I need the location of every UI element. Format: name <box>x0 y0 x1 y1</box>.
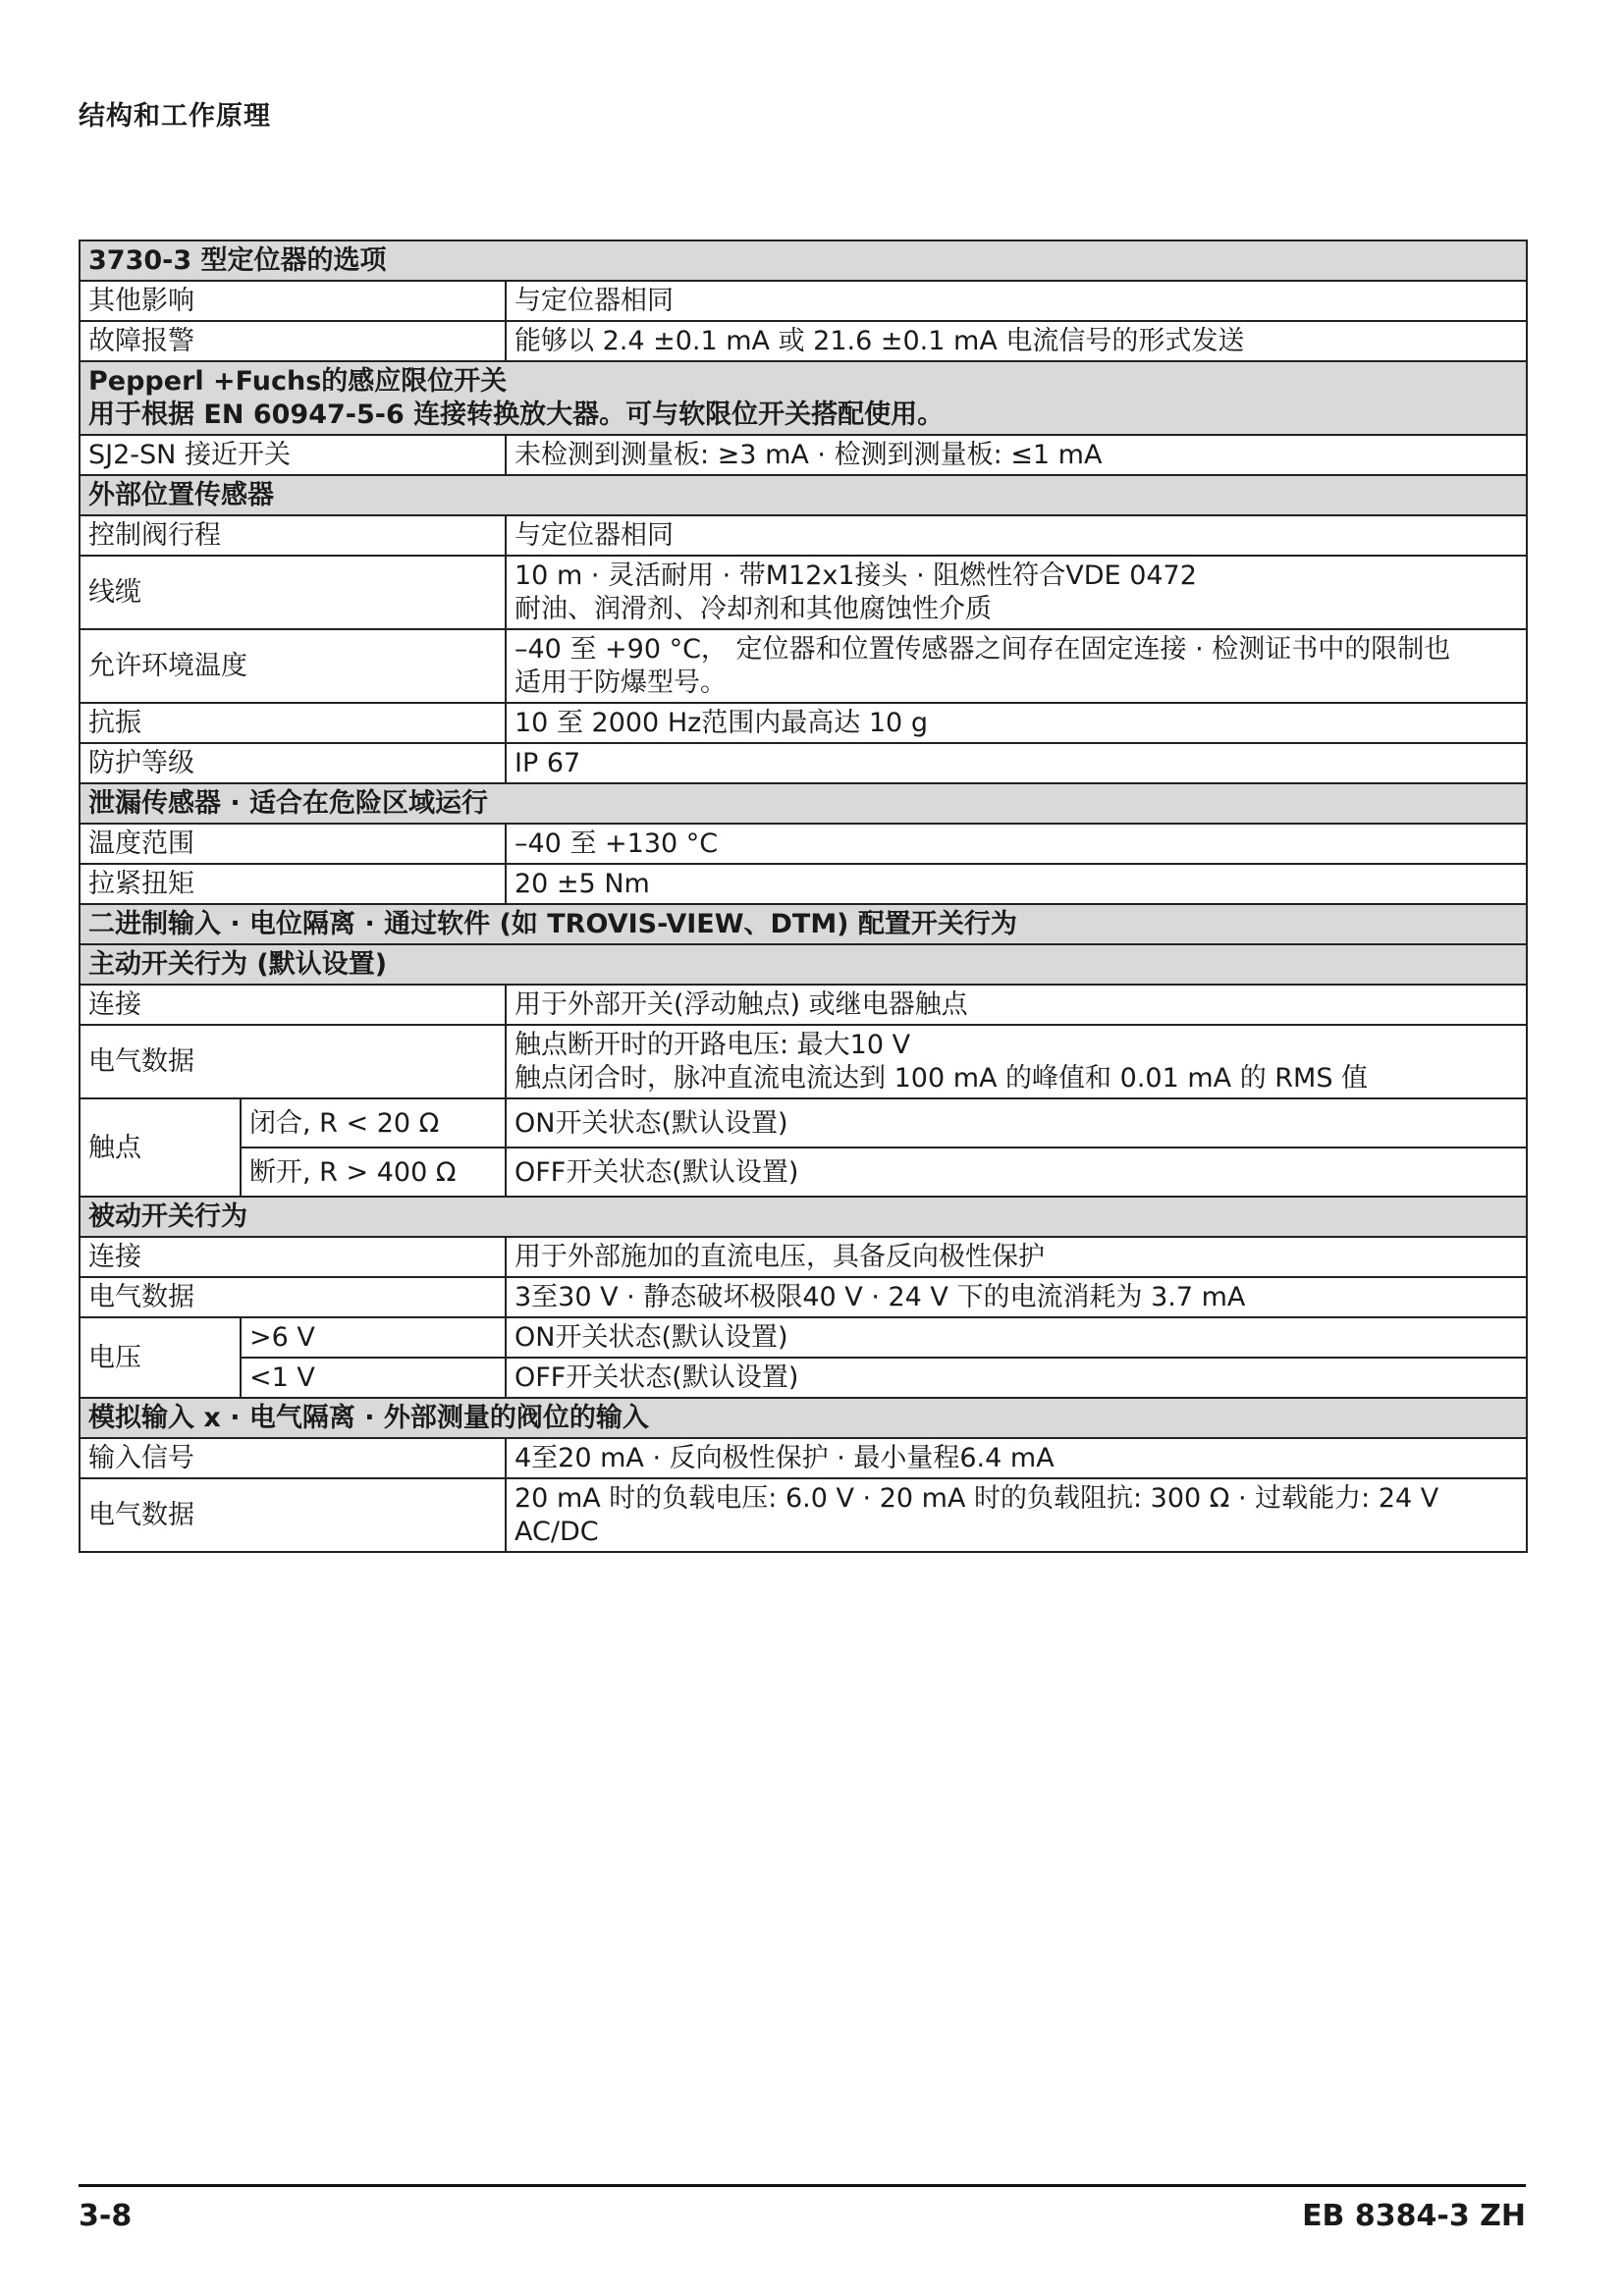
table-row <box>80 515 1527 556</box>
section-title-line: 用于根据 EN 60947-5-6 连接转换放大器。可与软限位开关搭配使用。 <box>88 400 945 430</box>
row-value: 用于外部开关(浮动触点) 或继电器触点 <box>506 985 1527 1025</box>
table-row <box>80 864 1527 904</box>
row-value <box>506 629 1527 703</box>
section-row-external-sensor <box>80 475 1527 515</box>
row-value: 20 ±5 Nm <box>506 864 1527 904</box>
row-label: SJ2-SN 接近开关 <box>80 435 506 475</box>
row-value: 3至30 V · 静态破坏极限40 V · 24 V 下的电流消耗为 3.7 mA <box>506 1277 1527 1317</box>
section-title: 外部位置传感器 <box>80 475 1527 515</box>
row-value-line: –40 至 +90 °C， 定位器和位置传感器之间存在固定连接 · 检测证书中的限制也 <box>514 634 1451 665</box>
row-label: 电气数据 <box>80 1478 506 1552</box>
table-row <box>80 703 1527 743</box>
row-label: 电压 <box>80 1317 241 1398</box>
row-value <box>506 1025 1527 1098</box>
section-title: 主动开关行为 (默认设置) <box>80 944 1527 985</box>
table-row <box>80 1317 1527 1358</box>
row-value-line: 10 m · 灵活耐用 · 带M12x1接头 · 阻燃性符合VDE 0472 <box>514 561 1197 591</box>
table-row <box>80 435 1527 475</box>
row-value: 未检测到测量板: ≥3 mA · 检测到测量板: ≤1 mA <box>506 435 1527 475</box>
section-title: 模拟输入 x · 电气隔离 · 外部测量的阀位的输入 <box>80 1398 1527 1438</box>
row-sublabel: >6 V <box>241 1317 506 1358</box>
row-label: 防护等级 <box>80 743 506 783</box>
row-value <box>506 1478 1527 1552</box>
row-label: 电气数据 <box>80 1277 506 1317</box>
row-label: 输入信号 <box>80 1438 506 1478</box>
document-id: EB 8384-3 ZH <box>1302 2199 1526 2233</box>
page-number: 3-8 <box>79 2199 133 2233</box>
table-row <box>80 1025 1527 1098</box>
row-value: 10 至 2000 Hz范围内最高达 10 g <box>506 703 1527 743</box>
row-label: 故障报警 <box>80 321 506 361</box>
section-title: 3730-3 型定位器的选项 <box>80 240 1527 281</box>
row-label: 允许环境温度 <box>80 629 506 703</box>
row-sublabel: <1 V <box>241 1358 506 1398</box>
section-title-line: Pepperl +Fuchs的感应限位开关 <box>88 366 508 397</box>
row-value-line: 适用于防爆型号。 <box>514 667 727 698</box>
row-sublabel: 闭合, R < 20 Ω <box>241 1098 506 1148</box>
row-value: 与定位器相同 <box>506 515 1527 556</box>
section-title: 二进制输入 · 电位隔离 · 通过软件 (如 TROVIS-VIEW、DTM) 配置开关行为 <box>80 904 1527 944</box>
row-label: 线缆 <box>80 556 506 629</box>
row-value: 能够以 2.4 ±0.1 mA 或 21.6 ±0.1 mA 电流信号的形式发送 <box>506 321 1527 361</box>
table-row <box>80 1478 1527 1552</box>
table-row <box>80 1098 1527 1148</box>
section-row-analog-input <box>80 1398 1527 1438</box>
table-row <box>80 1237 1527 1277</box>
table-row <box>80 985 1527 1025</box>
row-value-line: 耐油、润滑剂、冷却剂和其他腐蚀性介质 <box>514 594 992 624</box>
table-row <box>80 1148 1527 1197</box>
row-value-line: 触点闭合时，脉冲直流电流达到 100 mA 的峰值和 0.01 mA 的 RMS 值 <box>514 1063 1369 1094</box>
table-row <box>80 556 1527 629</box>
table-row <box>80 1358 1527 1398</box>
row-label: 触点 <box>80 1098 241 1197</box>
row-label: 控制阀行程 <box>80 515 506 556</box>
table-row <box>80 1438 1527 1478</box>
section-header-title: 结构和工作原理 <box>79 101 271 132</box>
row-value-line: 20 mA 时的负载电压: 6.0 V · 20 mA 时的负载阻抗: 300 Ω · 过载能力: 24 V <box>514 1483 1439 1514</box>
row-label: 电气数据 <box>80 1025 506 1098</box>
row-value: 与定位器相同 <box>506 281 1527 321</box>
row-value: 4至20 mA · 反向极性保护 · 最小量程6.4 mA <box>506 1438 1527 1478</box>
row-value: OFF开关状态(默认设置) <box>506 1148 1527 1197</box>
row-value <box>506 556 1527 629</box>
row-value: ON开关状态(默认设置) <box>506 1317 1527 1358</box>
row-value: IP 67 <box>506 743 1527 783</box>
row-value: OFF开关状态(默认设置) <box>506 1358 1527 1398</box>
row-label: 拉紧扭矩 <box>80 864 506 904</box>
specification-table <box>79 240 1528 1553</box>
row-label: 连接 <box>80 985 506 1025</box>
table-row <box>80 281 1527 321</box>
row-sublabel: 断开, R > 400 Ω <box>241 1148 506 1197</box>
section-row-passive-switching <box>80 1197 1527 1237</box>
table-row <box>80 1277 1527 1317</box>
row-value: 用于外部施加的直流电压，具备反向极性保护 <box>506 1237 1527 1277</box>
section-row-active-switching <box>80 944 1527 985</box>
section-row-positioner-options <box>80 240 1527 281</box>
section-row-leakage-sensor <box>80 783 1527 824</box>
row-label: 温度范围 <box>80 824 506 864</box>
row-value: ON开关状态(默认设置) <box>506 1098 1527 1148</box>
footer-divider <box>79 2184 1526 2187</box>
section-row-inductive-switch <box>80 361 1527 435</box>
table-row <box>80 629 1527 703</box>
row-value: –40 至 +130 °C <box>506 824 1527 864</box>
section-title <box>80 361 1527 435</box>
row-label: 连接 <box>80 1237 506 1277</box>
row-label: 其他影响 <box>80 281 506 321</box>
table-row <box>80 824 1527 864</box>
row-label: 抗振 <box>80 703 506 743</box>
row-value-line: AC/DC <box>514 1517 599 1547</box>
section-title: 泄漏传感器 · 适合在危险区域运行 <box>80 783 1527 824</box>
section-title: 被动开关行为 <box>80 1197 1527 1237</box>
row-value-line: 触点断开时的开路电压: 最大10 V <box>514 1030 911 1060</box>
table-row <box>80 743 1527 783</box>
section-row-binary-input <box>80 904 1527 944</box>
table-row <box>80 321 1527 361</box>
